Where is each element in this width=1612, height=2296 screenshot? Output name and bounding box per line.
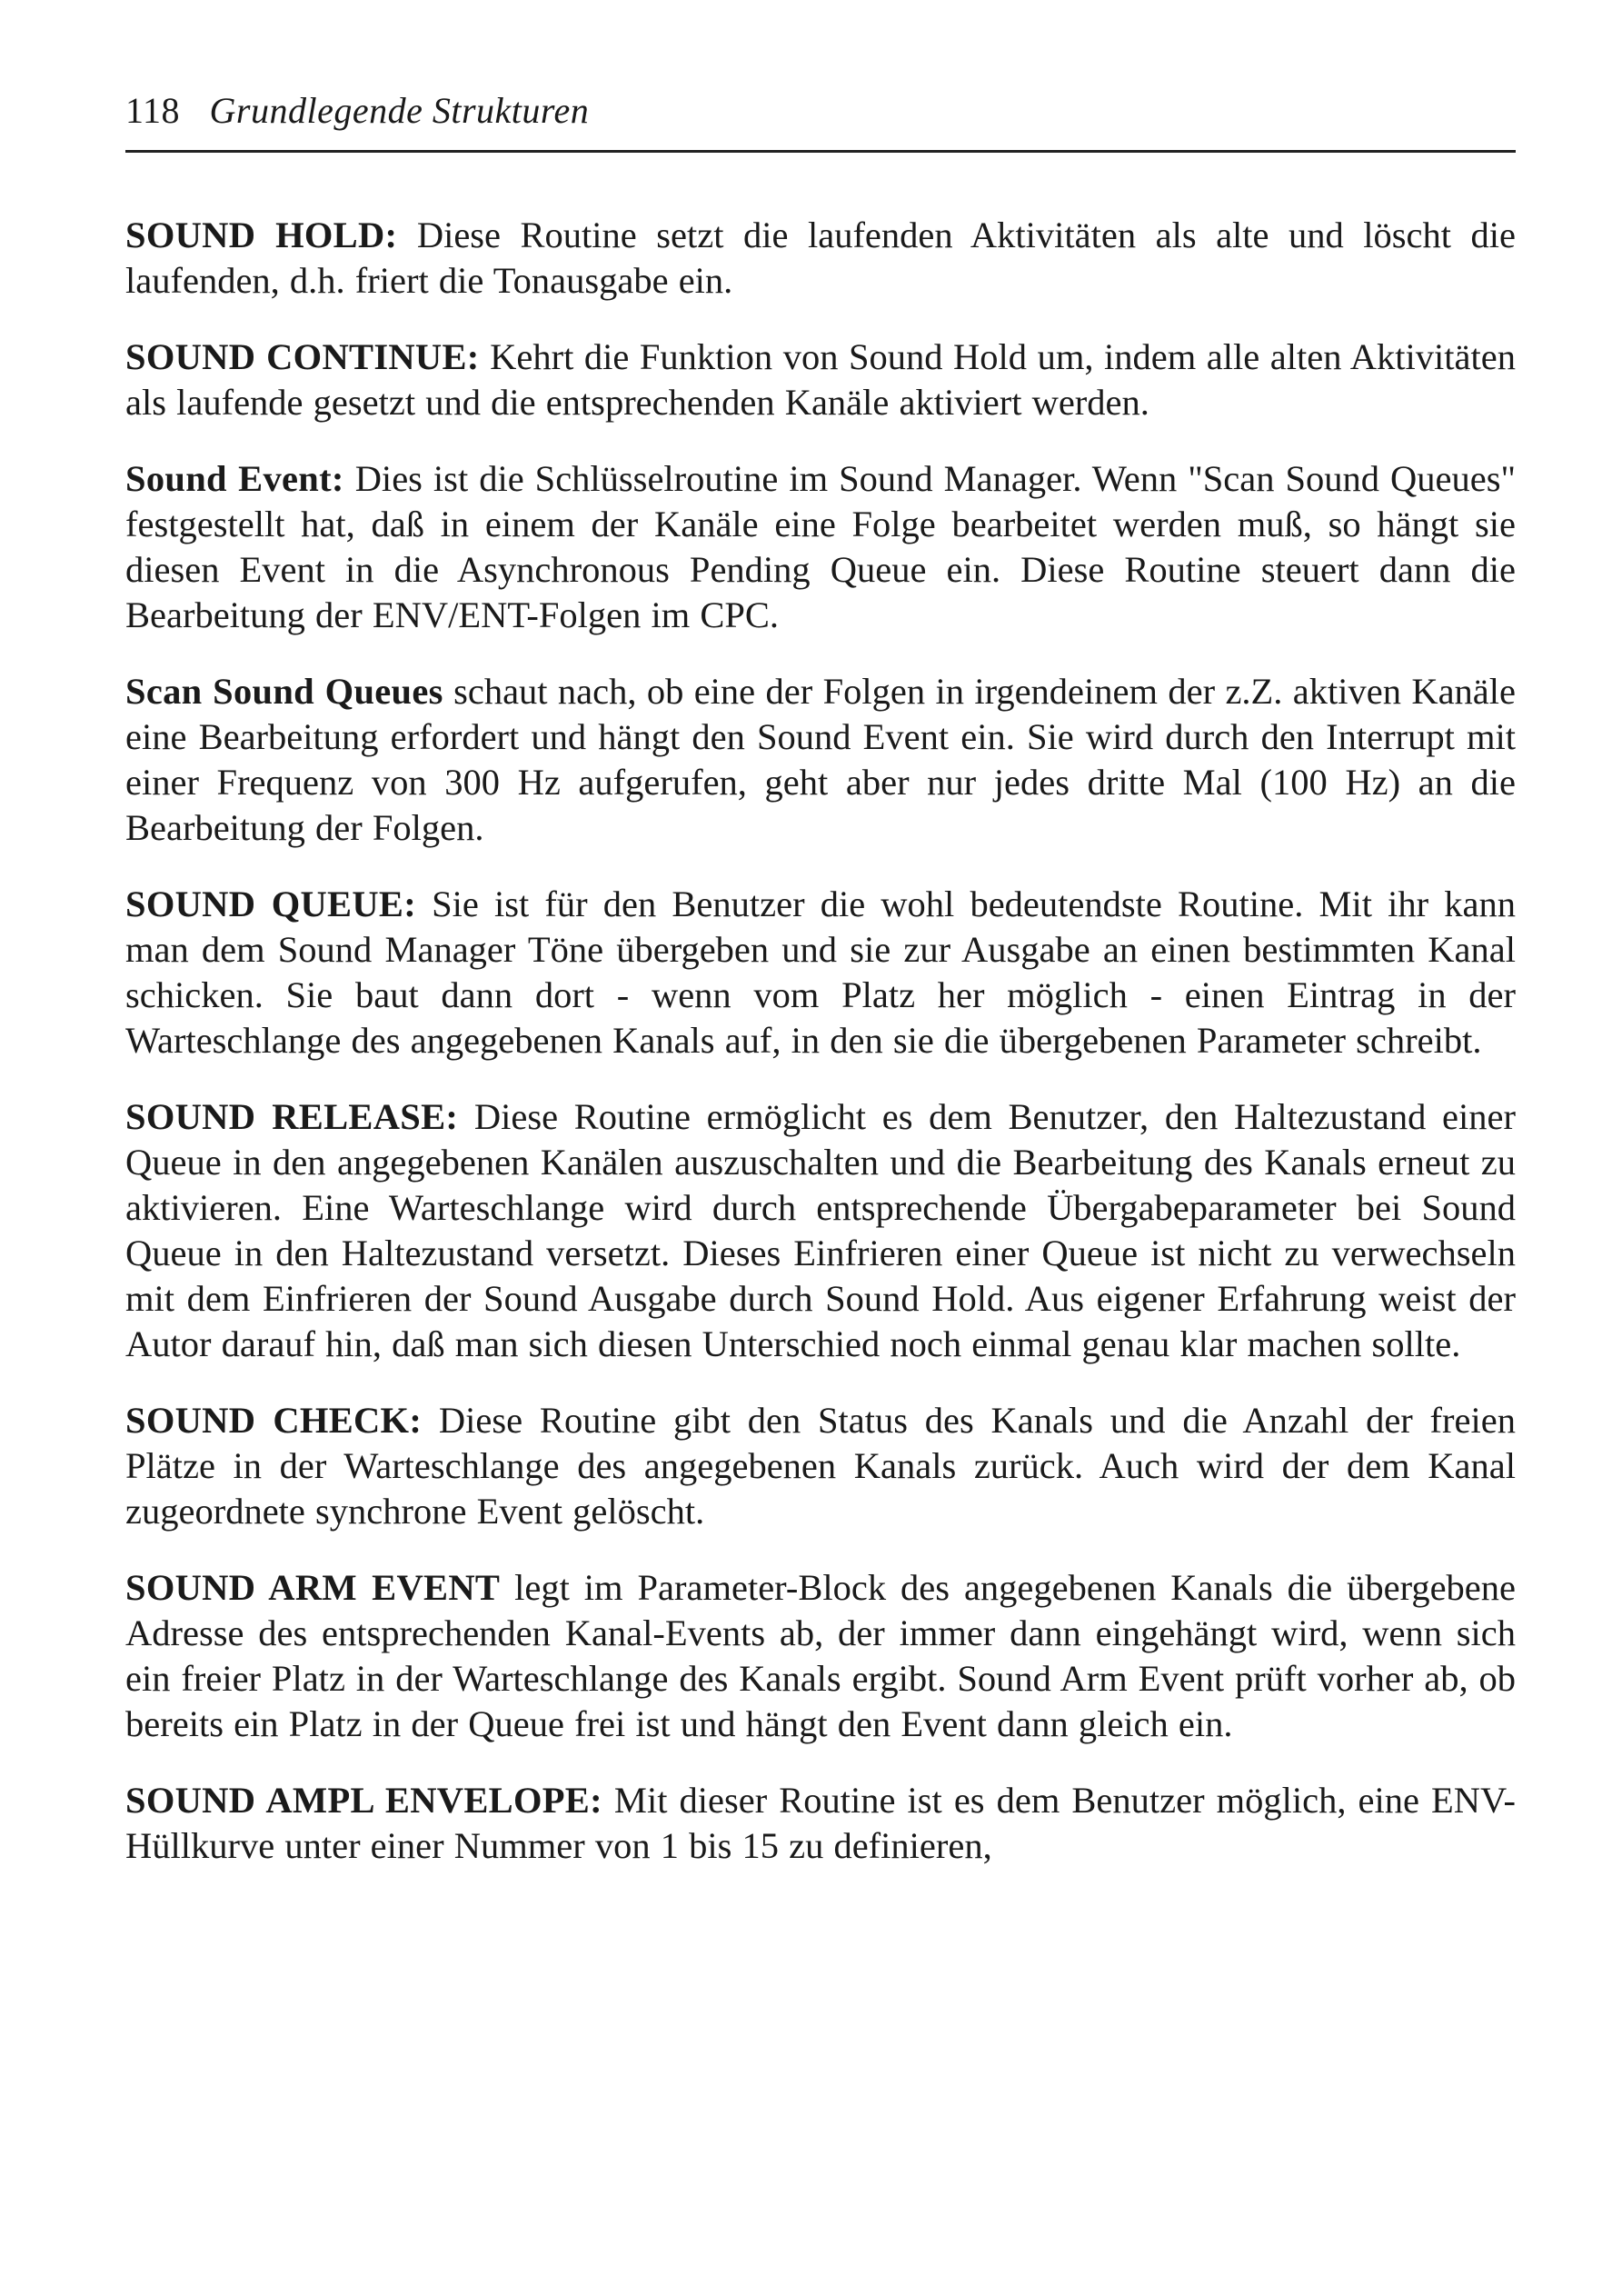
paragraph-text: Diese Routine gibt den Status des Kanals und die Anzahl der freien Plätze in der Warteschlange des angegebenen Kanals zurück. Auch wird der dem Kanal zugeordnete synchrone Event gelöscht. <box>125 1400 1516 1532</box>
term-scan-sound-queues: Scan Sound Queues <box>125 671 443 712</box>
paragraph-sound-arm-event <box>125 1565 1516 1747</box>
paragraph-text: Kehrt die Funktion von Sound Hold um, indem alle alten Aktivitäten als laufende gesetzt und die entsprechenden Kanäle aktiviert werden. <box>125 336 1516 423</box>
running-title: Grundlegende Strukturen <box>209 90 590 131</box>
header-rule <box>125 150 1516 153</box>
book-page <box>125 0 1516 2296</box>
paragraph-sound-continue <box>125 334 1516 425</box>
paragraph-sound-release <box>125 1094 1516 1367</box>
paragraph-text: Sie ist für den Benutzer die wohl bedeutendste Routine. Mit ihr kann man dem Sound Manager Töne übergeben und sie zur Ausgabe an einen bestimmten Kanal schicken. Sie baut dann dort - wenn vom Platz her möglich - einen Eintrag in der Warteschlange des angegebenen Kanals auf, in den sie die übergebenen Parameter schreibt. <box>125 883 1516 1061</box>
term-sound-arm-event: SOUND ARM EVENT <box>125 1567 501 1608</box>
page-number: 118 <box>125 90 181 131</box>
paragraph-sound-hold <box>125 213 1516 304</box>
term-sound-continue: SOUND CONTINUE: <box>125 336 480 377</box>
paragraph-text: Dies ist die Schlüsselroutine im Sound Manager. Wenn "Scan Sound Queues" festgestellt hat, daß in einem der Kanäle eine Folge bearbeitet werden muß, so hängt sie diesen Event in die Asynchronous Pending Queue ein. Diese Routine steuert dann die Bearbeitung der ENV/ENT-Folgen im CPC. <box>125 458 1516 635</box>
term-sound-check: SOUND CHECK: <box>125 1400 423 1441</box>
body-text <box>125 213 1516 1900</box>
paragraph-text: legt im Parameter-Block des angegebenen Kanals die übergebene Adresse des entsprechenden Kanal-Events ab, der immer dann eingehängt wird, wenn sich ein freier Platz in der Warteschlange des Kanals ergibt. Sound Arm Event prüft vorher ab, ob bereits ein Platz in der Queue frei ist und hängt den Event dann gleich ein. <box>125 1567 1516 1744</box>
paragraph-text: Diese Routine setzt die laufenden Aktivitäten als alte und löscht die laufenden, d.h. friert die Tonausgabe ein. <box>125 215 1516 301</box>
paragraph-sound-queue <box>125 882 1516 1063</box>
term-sound-event: Sound Event: <box>125 458 344 499</box>
running-head <box>125 89 1516 133</box>
paragraph-text: Diese Routine ermöglicht es dem Benutzer, den Haltezustand einer Queue in den angegebenen Kanälen auszuschalten und die Bearbeitung des Kanals erneut zu aktivieren. Eine Warteschlange wird durch entsprechende Übergabeparameter bei Sound Queue in den Haltezustand versetzt. Dieses Einfrieren einer Queue ist nicht zu verwechseln mit dem Einfrieren der Sound Ausgabe durch Sound Hold. Aus eigener Erfahrung weist der Autor darauf hin, daß man sich diesen Unterschied noch einmal genau klar machen sollte. <box>125 1096 1516 1364</box>
paragraph-scan-sound-queues <box>125 669 1516 851</box>
paragraph-text: schaut nach, ob eine der Folgen in irgendeinem der z.Z. aktiven Kanäle eine Bearbeitung erfordert und hängt den Sound Event ein. Sie wird durch den Interrupt mit einer Frequenz von 300 Hz aufgerufen, geht aber nur jedes dritte Mal (100 Hz) an die Bearbeitung der Folgen. <box>125 671 1517 848</box>
term-sound-hold: SOUND HOLD: <box>125 215 398 255</box>
term-sound-ampl-envelope: SOUND AMPL ENVELOPE: <box>125 1780 602 1821</box>
paragraph-sound-check <box>125 1398 1516 1534</box>
paragraph-sound-event <box>125 456 1516 638</box>
paragraph-text: Mit dieser Routine ist es dem Benutzer möglich, eine ENV-Hüllkurve unter einer Nummer von 1 bis 15 zu definieren, <box>125 1780 1516 1866</box>
term-sound-release: SOUND RELEASE: <box>125 1096 459 1137</box>
term-sound-queue: SOUND QUEUE: <box>125 883 417 924</box>
paragraph-sound-ampl-envelope <box>125 1778 1516 1869</box>
